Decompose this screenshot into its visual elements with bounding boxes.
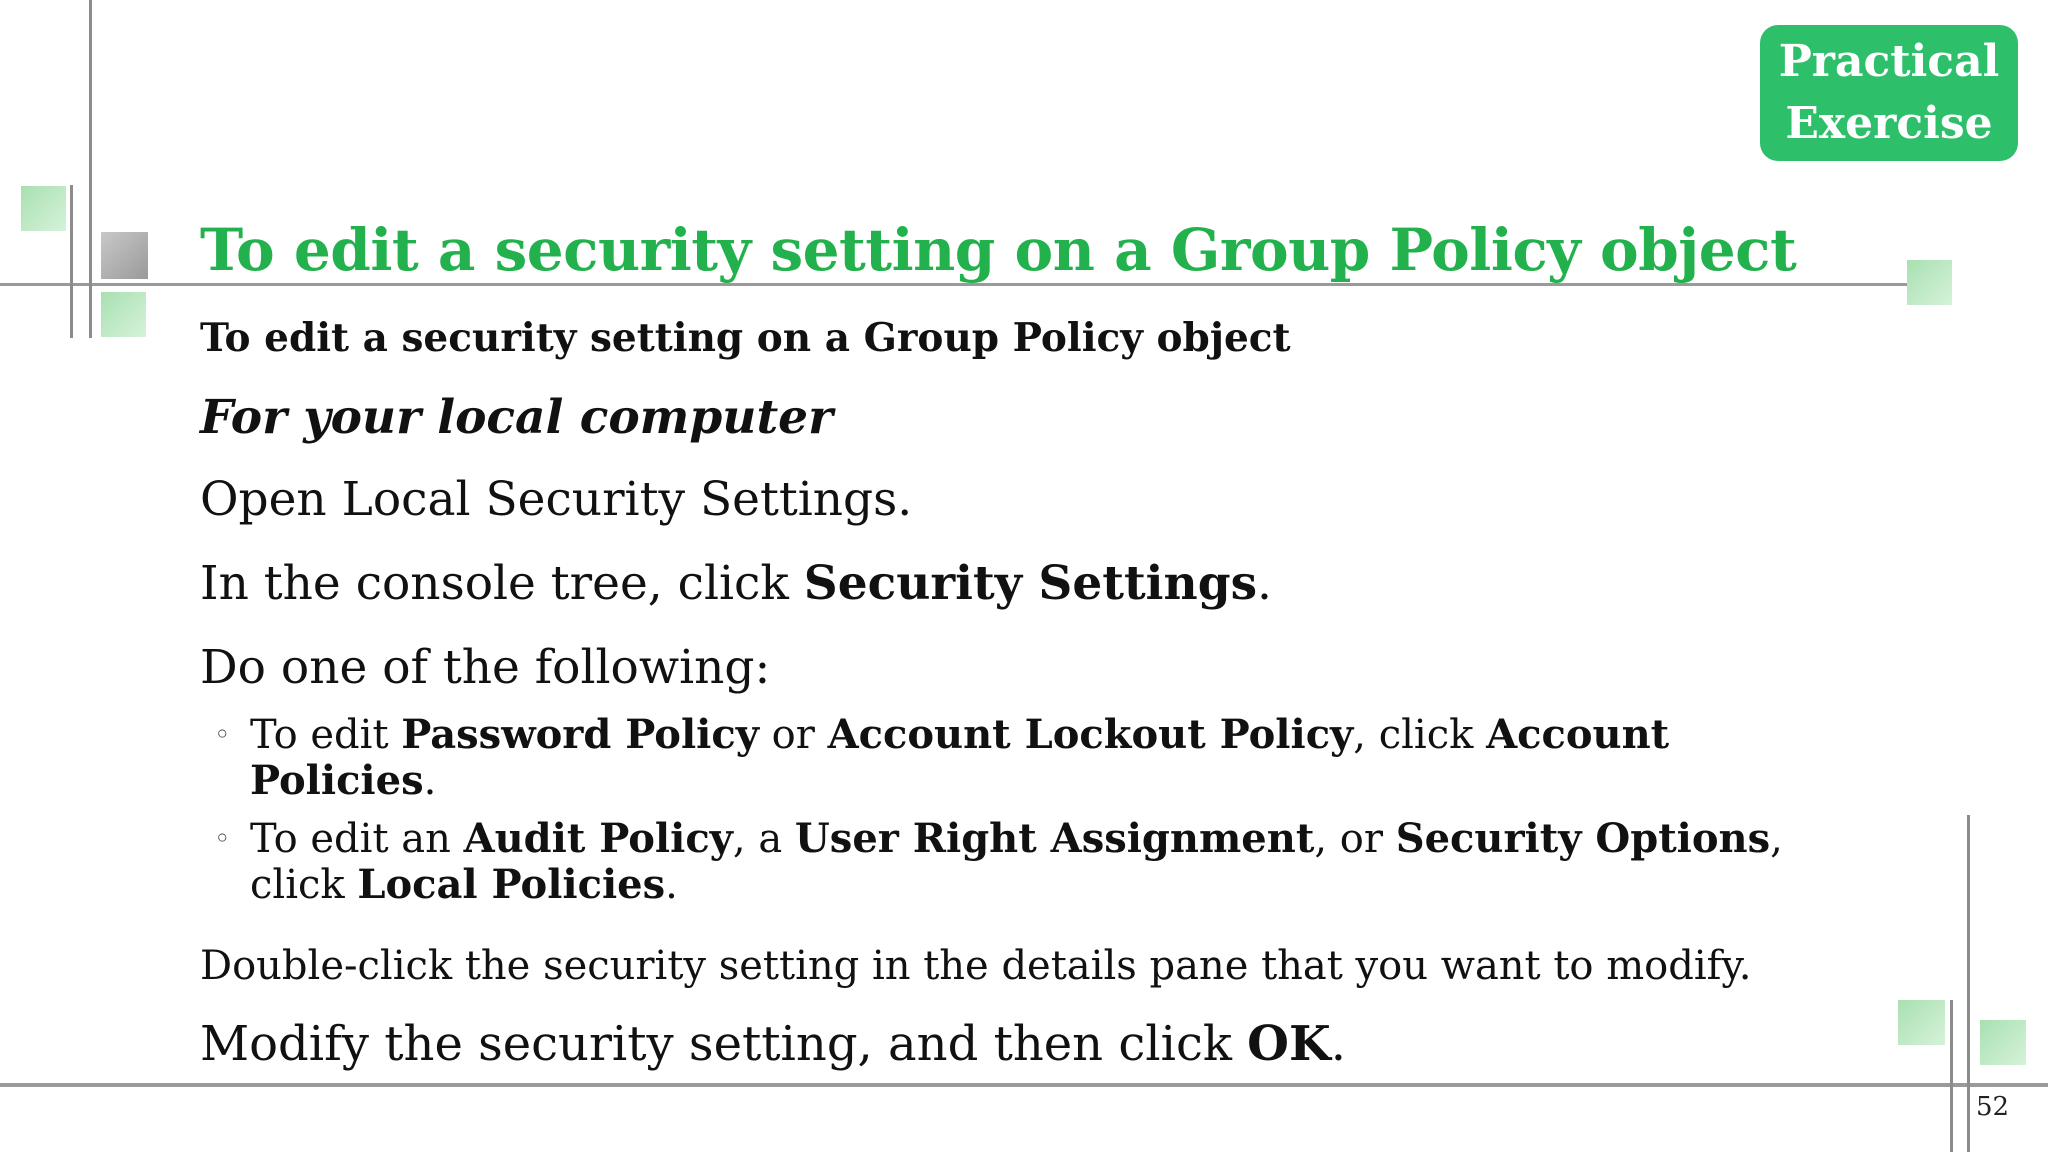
slide-body: [200, 308, 1840, 1076]
step-modify: [200, 1012, 1840, 1076]
step-text: .: [1330, 1016, 1346, 1072]
bullet-bold-text: Password Policy: [401, 711, 759, 758]
bullet-bold-text: Account Policies: [250, 711, 1670, 804]
decor-square-green: [21, 186, 66, 231]
bullet-bold-text: Audit Policy: [463, 815, 733, 862]
decor-square-gray: [101, 232, 148, 279]
decor-square-green: [1980, 1020, 2026, 1065]
page-number: 52: [1976, 1092, 2010, 1122]
step-text: In the console tree, click: [200, 556, 804, 611]
step-open-settings: Open Local Security Settings.: [200, 472, 913, 527]
bullet-text: , click: [250, 816, 1783, 908]
bullet-text: , or: [1314, 816, 1396, 862]
list-item: [200, 816, 1840, 908]
bullet-icon: ◦: [214, 718, 231, 751]
left-vertical-line: [89, 0, 92, 338]
list-item: [200, 712, 1840, 804]
step-bold-text: OK: [1247, 1016, 1331, 1072]
bullet-text: .: [665, 862, 678, 908]
bullet-bold-text: Security Options: [1395, 815, 1771, 862]
bullet-icon: ◦: [214, 822, 231, 855]
decor-square-green: [1898, 1000, 1945, 1045]
bullet-text: or: [758, 712, 828, 758]
slide-title: To edit a security setting on a Group Policy object: [200, 216, 1797, 284]
right-vertical-line-short: [1950, 1000, 1953, 1152]
bullet-text: .: [423, 758, 437, 804]
bullet-text: To edit an: [250, 816, 464, 862]
badge-line-1: Practical: [1778, 36, 2000, 87]
step-text: Modify the security setting, and then click: [200, 1016, 1248, 1072]
badge-line-2: Exercise: [1785, 98, 1993, 149]
decor-square-green: [101, 292, 146, 337]
decor-square-green: [1907, 260, 1952, 305]
bullet-text: , a: [732, 816, 795, 862]
bullet-text: , click: [1353, 712, 1487, 758]
bullet-bold-text: User Right Assignment: [794, 815, 1315, 862]
slide-subtitle: To edit a security setting on a Group Policy object: [200, 315, 1291, 361]
bullet-bold-text: Local Policies: [357, 861, 666, 908]
step-double-click: Double-click the security setting in the details pane that you want to modify.: [200, 943, 1752, 989]
bullet-text: To edit: [250, 712, 402, 758]
left-vertical-line-short: [70, 185, 73, 338]
right-vertical-line: [1967, 815, 1970, 1152]
step-text: .: [1257, 556, 1272, 611]
step-bold-text: Security Settings: [803, 556, 1258, 611]
context-heading: For your local computer: [200, 390, 833, 445]
step-console-tree: [200, 552, 1840, 616]
step-do-one: Do one of the following:: [200, 640, 771, 695]
practical-exercise-badge: [1760, 25, 2018, 161]
bottom-divider-line: [0, 1083, 2048, 1087]
bullet-bold-text: Account Lockout Policy: [827, 711, 1354, 758]
